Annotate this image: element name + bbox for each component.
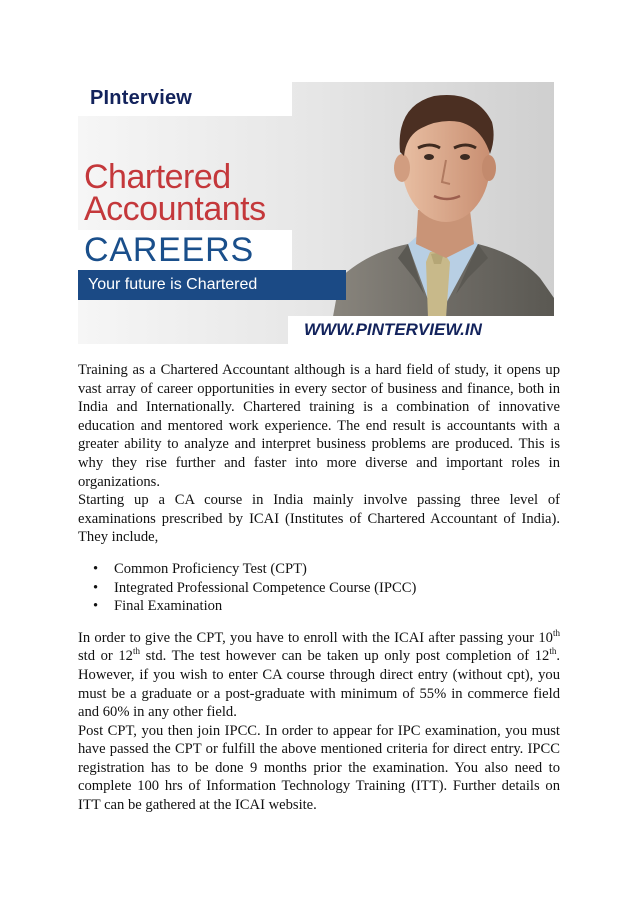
intro-paragraph: Training as a Chartered Accountant although is a hard field of study, it opens up vast array of career opportunities in every sector of business and finance, both in India and Internationally. Chartered training is a combination of innovative education and mentored work experience. The end result is accountants with a greater ability to analyze and interpret business problems are produced. This is why they rise further and faster into more diverse and important roles in organizations. <box>78 362 560 490</box>
cpt-paragraph <box>78 629 560 722</box>
superscript: th <box>549 646 557 657</box>
exam-list <box>78 560 560 616</box>
hero-banner <box>78 82 554 344</box>
tagline-text: Your future is Chartered <box>88 276 258 293</box>
cpt-text-d: . However, if you wish to enter CA course through direct entry (without cpt), you must be a graduate or a post-graduate with minimum of 55% in commerce field and 60% in any other field. <box>78 648 560 721</box>
superscript: th <box>552 627 560 638</box>
superscript: th <box>132 646 140 657</box>
pinterview-logo: PInterview <box>90 87 193 109</box>
list-item: • Integrated Professional Competence Course (IPCC) <box>78 579 560 598</box>
headline-chartered: Chartered <box>84 158 231 196</box>
cpt-text-c: std. The test however can be taken up only post completion of 12 <box>140 648 550 665</box>
cpt-text-b: std or 12 <box>78 648 133 665</box>
list-item: • Final Examination <box>78 597 560 616</box>
list-item: • Common Proficiency Test (CPT) <box>78 560 560 579</box>
ipcc-paragraph: Post CPT, you then join IPCC. In order to appear for IPC examination, you must have passed the CPT or fulfill the above mentioned criteria for direct entry. IPCC registration has to be done 9 months prior the examination. You also need to complete 100 hrs of Information Technology Training (ITT). Further details on ITT can be gathered at the ICAI website. <box>78 722 560 814</box>
cpt-text-a: In order to give the CPT, you have to enroll with the ICAI after passing your 10 <box>78 629 553 646</box>
ca-course-paragraph: Starting up a CA course in India mainly involve passing three level of examinations prescribed by ICAI (Institutes of Chartered Accountant of India). They include, <box>78 492 560 546</box>
headline-accountants: Accountants <box>84 190 266 228</box>
article-body <box>78 361 560 815</box>
website-url: WWW.PINTERVIEW.IN <box>304 320 482 339</box>
headline-careers: CAREERS <box>84 231 254 269</box>
